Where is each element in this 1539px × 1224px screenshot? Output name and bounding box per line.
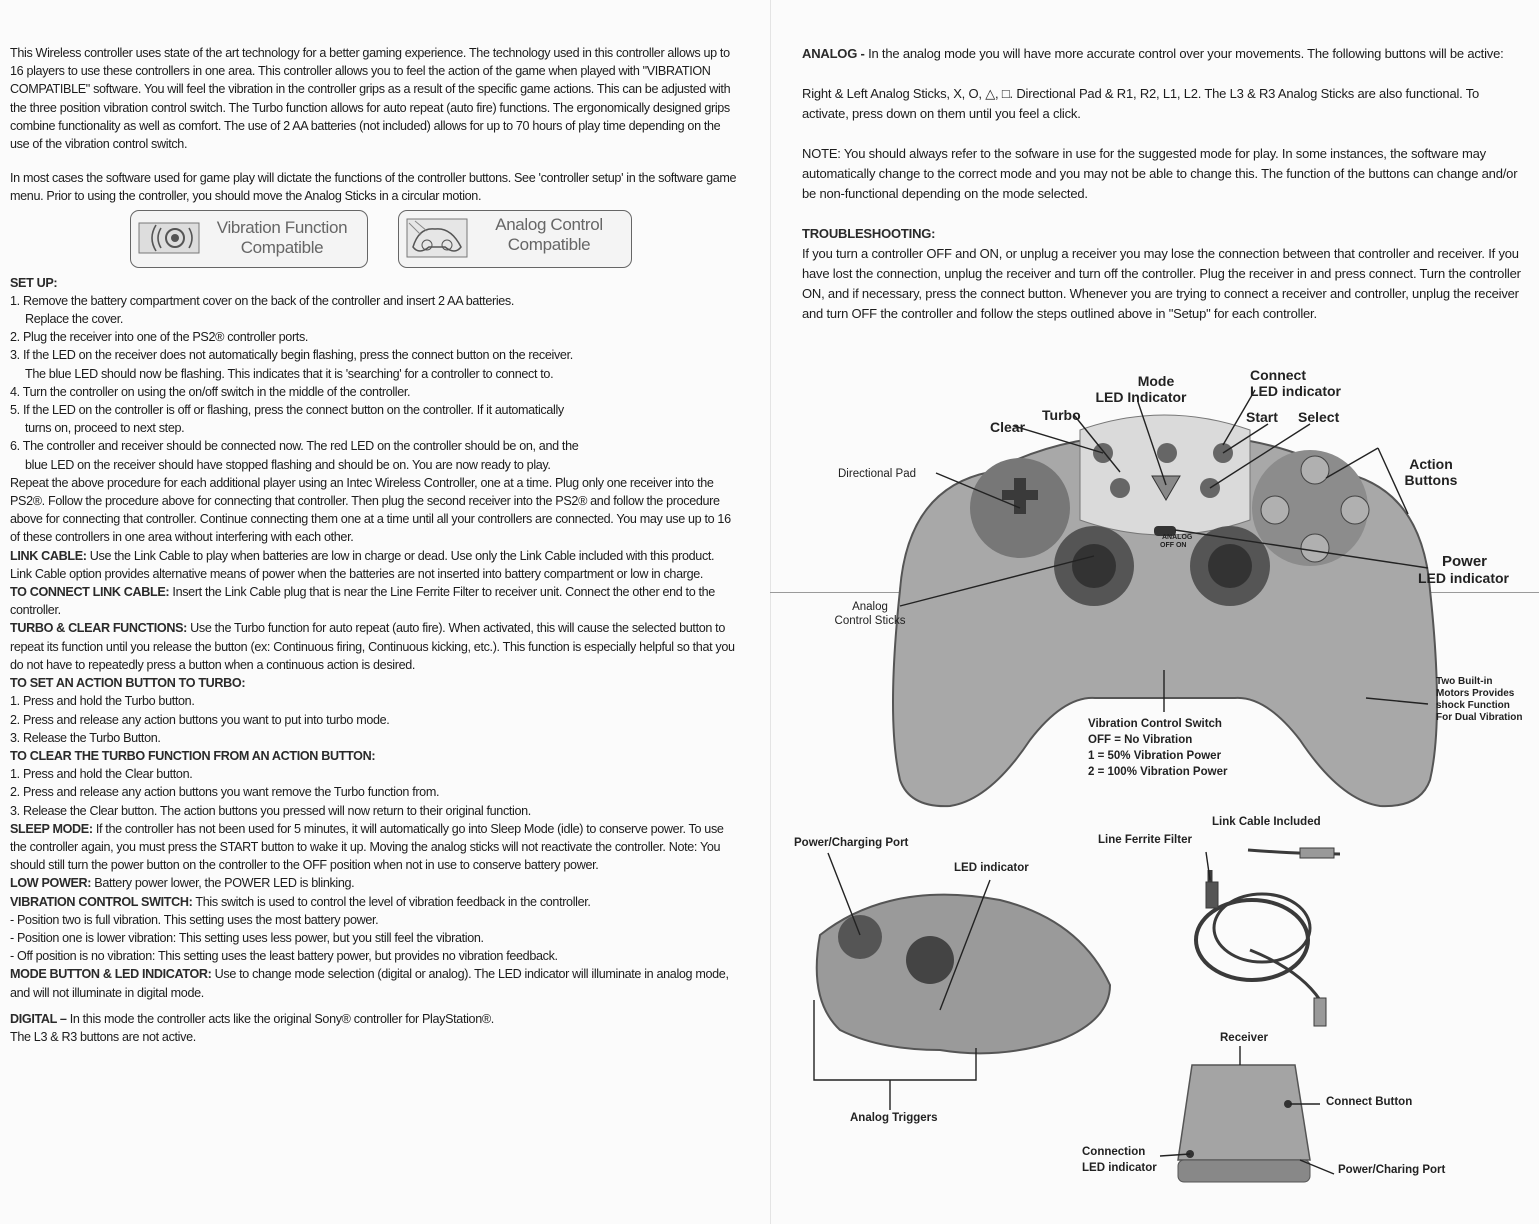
sleep-mode-text: If the controller has not been used for 5 minutes, it will automatically go into Sleep Mode (idle) to conserve power. To use the controller again, you must press the START button to wake it up. Moving the analog sticks will not reactivate the controller. Note: You should still turn the power button on the controller to the OFF position when not in use to conserve battery power.	[10, 821, 724, 873]
label-led-indicator: LED indicator	[954, 862, 1029, 874]
label-action-buttons-2: Buttons	[1404, 472, 1458, 488]
link-cable-illustration	[1196, 848, 1340, 1026]
diagram-illustrations	[780, 360, 1539, 1224]
connect-link-section	[10, 583, 738, 619]
label-vibration-50: 1 = 50% Vibration Power	[1088, 750, 1222, 762]
sleep-mode-heading: SLEEP MODE:	[10, 821, 93, 836]
setup-step-1b: Replace the cover.	[25, 312, 124, 327]
receiver-illustration	[1178, 1065, 1310, 1182]
left-column	[10, 44, 738, 1046]
label-connection: Connection	[1082, 1146, 1146, 1158]
setup-step-6b: blue LED on the receiver should have stopped flashing and should be on. You are now ready to play.	[25, 457, 551, 472]
turbo-text: Use the Turbo function for auto repeat (auto fire). When activated, this will cause the selected button to repeat its function until you release the button (ex: Continuous firing, Continuous kicking, etc.). This function is especially helpful so that you do not have to repeatedly press a button when a continuous action is desired.	[10, 621, 735, 672]
link-cable-section	[10, 547, 738, 583]
label-line-ferrite-filter: Line Ferrite Filter	[1098, 834, 1192, 846]
label-power: Power	[1442, 553, 1488, 570]
set-turbo-step-3: 3. Release the Turbo Button.	[10, 730, 161, 745]
label-connect: Connect	[1250, 367, 1306, 383]
label-vibration-100: 2 = 100% Vibration Power	[1088, 766, 1228, 778]
badge-vibration-line2: Compatible	[240, 237, 324, 257]
clear-step-1: 1. Press and hold the Clear button.	[10, 767, 193, 782]
label-receiver: Receiver	[1220, 1032, 1268, 1044]
analog-mode-text: In the analog mode you will have more accurate control over your movements. The following buttons will be active:	[864, 46, 1504, 61]
vibration-switch-heading: VIBRATION CONTROL SWITCH:	[10, 894, 193, 909]
label-action-buttons-1: Action	[1409, 456, 1453, 472]
label-connect-button: Connect Button	[1326, 1096, 1413, 1108]
analog-active-buttons: Right & Left Analog Sticks, X, O, △, □. Directional Pad & R1, R2, L1, L2. The L3 & R3 Analog Sticks are also functional. To activate, press down on them until you feel a click.	[802, 86, 1480, 121]
badge-analog-line2: Compatible	[507, 234, 591, 254]
vibration-switch-text: This switch is used to control the level of vibration feedback in the controller.	[192, 894, 591, 909]
vibration-position-off: - Off position is no vibration: This setting uses the least battery power, but provides no vibration feedback.	[10, 949, 558, 964]
label-motors-1: Two Built-in	[1436, 676, 1493, 687]
label-link-cable-included: Link Cable Included	[1212, 816, 1321, 828]
vibration-compatible-badge	[130, 210, 368, 268]
label-connection-led: LED indicator	[1082, 1162, 1157, 1174]
set-turbo-step-2: 2. Press and release any action buttons you want to put into turbo mode.	[10, 712, 390, 727]
clear-turbo-heading: TO CLEAR THE TURBO FUNCTION FROM AN ACTION BUTTON:	[10, 748, 376, 763]
clear-step-2: 2. Press and release any action buttons you want remove the Turbo function from.	[10, 785, 440, 800]
analog-compatible-badge	[398, 210, 632, 268]
right-column	[802, 44, 1524, 324]
diagram-area	[780, 360, 1539, 1224]
label-connect-led: LED indicator	[1250, 383, 1342, 399]
setup-step-3b: The blue LED should now be flashing. This indicates that it is 'searching' for a controller to connect to.	[25, 366, 554, 381]
clear-step-3: 3. Release the Clear button. The action buttons you pressed will now return to their original function.	[10, 803, 531, 818]
digital-l3r3-note: The L3 & R3 buttons are not active.	[10, 1029, 196, 1044]
setup-step-6: 6. The controller and receiver should be connected now. The red LED on the controller should be on, and the	[10, 439, 579, 454]
mode-button-section	[10, 965, 738, 1001]
setup-step-5b: turns on, proceed to next step.	[25, 421, 185, 436]
controller-illustration	[893, 415, 1437, 806]
troubleshooting-text: If you turn a controller OFF and ON, or unplug a receiver you may lose the connection between that controller and receiver. If you have lost the connection, unplug the receiver and turn off the controller. Plug the receiver in and press connect. Turn the controller ON, and if necessary, press the connect button. Whenever you are trying to connect a receiver and controller, unplug the receiver and turn OFF the controller and follow the steps outlined above in "Setup" for each controller.	[802, 246, 1521, 321]
label-power-led: LED indicator	[1418, 570, 1510, 586]
label-motors-3: shock Function	[1436, 700, 1510, 711]
analog-controller-icon	[405, 217, 469, 259]
setup-step-5: 5. If the LED on the controller is off or flashing, press the connect button on the controller. If it automatically	[10, 403, 564, 418]
vibration-switch-section	[10, 893, 738, 911]
analog-mode-heading: ANALOG -	[802, 46, 865, 61]
label-turbo: Turbo	[1042, 407, 1081, 423]
label-analog-triggers: Analog Triggers	[850, 1112, 938, 1124]
low-power-section	[10, 874, 738, 892]
turbo-heading: TURBO & CLEAR FUNCTIONS:	[10, 621, 187, 636]
software-note-paragraph: In most cases the software used for game play will dictate the functions of the controller buttons. See 'controller setup' in the software game menu. Prior to using the controller, you should move the Analog Sticks in a circular motion.	[10, 171, 737, 204]
badge-vibration-line1: Vibration Function	[216, 217, 348, 237]
connect-link-heading: TO CONNECT LINK CABLE:	[10, 585, 170, 600]
digital-text: In this mode the controller acts like the original Sony® controller for PlayStation®.	[66, 1011, 494, 1026]
label-clear: Clear	[990, 419, 1026, 435]
label-mode-led: LED Indicator	[1095, 389, 1187, 405]
label-select: Select	[1298, 409, 1340, 425]
label-switch-offon: OFF ON	[1160, 542, 1187, 549]
label-start: Start	[1246, 409, 1278, 425]
mode-button-text: Use to change mode selection (digital or analog). The LED indicator will illuminate in analog mode, and will not illuminate in digital mode.	[10, 967, 729, 1000]
intro-paragraph: This Wireless controller uses state of the art technology for a better gaming experience. The technology used in this controller allows up to 16 players to use these controllers in one area. This controller allows you to feel the action of the game when played with "VIBRATION COMPATIBLE" software. You will feel the vibration in the controller grips as a result of the specific game actions. This can be adjusted with the three position vibration control switch. The Turbo function allows for auto repeat (auto fire) functions. The ergonomically designed grips combine functionality as well as comfort. The use of 2 AA batteries (not included) allows for up to 70 hours of play time depending on the use of the vibration control switch.	[10, 46, 731, 152]
label-motors-4: For Dual Vibration	[1436, 712, 1523, 723]
vibration-position-one: - Position one is lower vibration: This setting uses less power, but you still feel the vibration.	[10, 930, 484, 945]
label-vibration-switch: Vibration Control Switch	[1088, 718, 1222, 730]
badge-analog-line1: Analog Control	[495, 214, 603, 234]
low-power-heading: LOW POWER:	[10, 876, 92, 891]
set-turbo-step-1: 1. Press and hold the Turbo button.	[10, 694, 195, 709]
link-cable-text: Use the Link Cable to play when batteries are low in charge or dead. Use only the Link Cable included with this product. Link Cable option provides alternative means of power when the batteries are not inserted into battery compartment or low in charge.	[10, 548, 715, 581]
label-mode: Mode	[1137, 373, 1175, 389]
low-power-text: Battery power lower, the POWER LED is blinking.	[91, 876, 355, 891]
controller-side-illustration	[817, 895, 1110, 1054]
analog-mode-section	[802, 44, 1524, 64]
sleep-mode-section	[10, 820, 738, 875]
label-power-charging-port: Power/Charging Port	[794, 837, 909, 849]
label-directional-pad: Directional Pad	[838, 468, 916, 480]
setup-step-3: 3. If the LED on the receiver does not automatically begin flashing, press the connect button on the receiver.	[10, 348, 573, 363]
link-cable-heading: LINK CABLE:	[10, 548, 87, 563]
page-fold	[770, 0, 771, 1224]
connect-link-text: Insert the Link Cable plug that is near the Line Ferrite Filter to receiver unit. Connect the other end to the controller.	[10, 585, 715, 618]
vibration-position-two: - Position two is full vibration. This setting uses the most battery power.	[10, 912, 379, 927]
repeat-paragraph: Repeat the above procedure for each additional player using an Intec Wireless Controller, one at a time. Plug only one receiver into the PS2®. Follow the procedure above for connecting that controller. Then plug the second receiver into the PS2® and follow the procedure above for connecting that controller. Continue connecting them one at a time until all your controllers are connected. You may use up to 16 of these controllers in one area without interfering with each other.	[10, 475, 731, 545]
compatibility-badges	[10, 210, 738, 274]
troubleshooting-heading: TROUBLESHOOTING:	[802, 226, 936, 241]
setup-step-2: 2. Plug the receiver into one of the PS2® controller ports.	[10, 330, 309, 345]
setup-heading: SET UP:	[10, 275, 58, 290]
label-motors-2: Motors Provides	[1436, 688, 1515, 699]
vibration-icon	[137, 217, 201, 259]
label-power-charing-port: Power/Charing Port	[1338, 1164, 1446, 1176]
setup-step-4: 4. Turn the controller on using the on/off switch in the middle of the controller.	[10, 384, 411, 399]
setup-step-1: 1. Remove the battery compartment cover on the back of the controller and insert 2 AA batteries.	[10, 293, 515, 308]
digital-heading: DIGITAL –	[10, 1011, 67, 1026]
mode-button-heading: MODE BUTTON & LED INDICATOR:	[10, 967, 212, 982]
label-control-sticks: Control Sticks	[834, 615, 906, 627]
set-turbo-heading: TO SET AN ACTION BUTTON TO TURBO:	[10, 676, 246, 691]
mode-note: NOTE: You should always refer to the sofware in use for the suggested mode for play. In some instances, the software may automatically change to the correct mode and you may not be able to change this. The function of the buttons can change and/or be non-functional depending on the mode selected.	[802, 146, 1518, 201]
label-switch-analog: ANALOG	[1162, 534, 1193, 541]
label-vibration-off: OFF = No Vibration	[1088, 734, 1193, 746]
turbo-section	[10, 619, 738, 674]
label-analog: Analog	[852, 601, 888, 613]
digital-section	[10, 1010, 738, 1028]
